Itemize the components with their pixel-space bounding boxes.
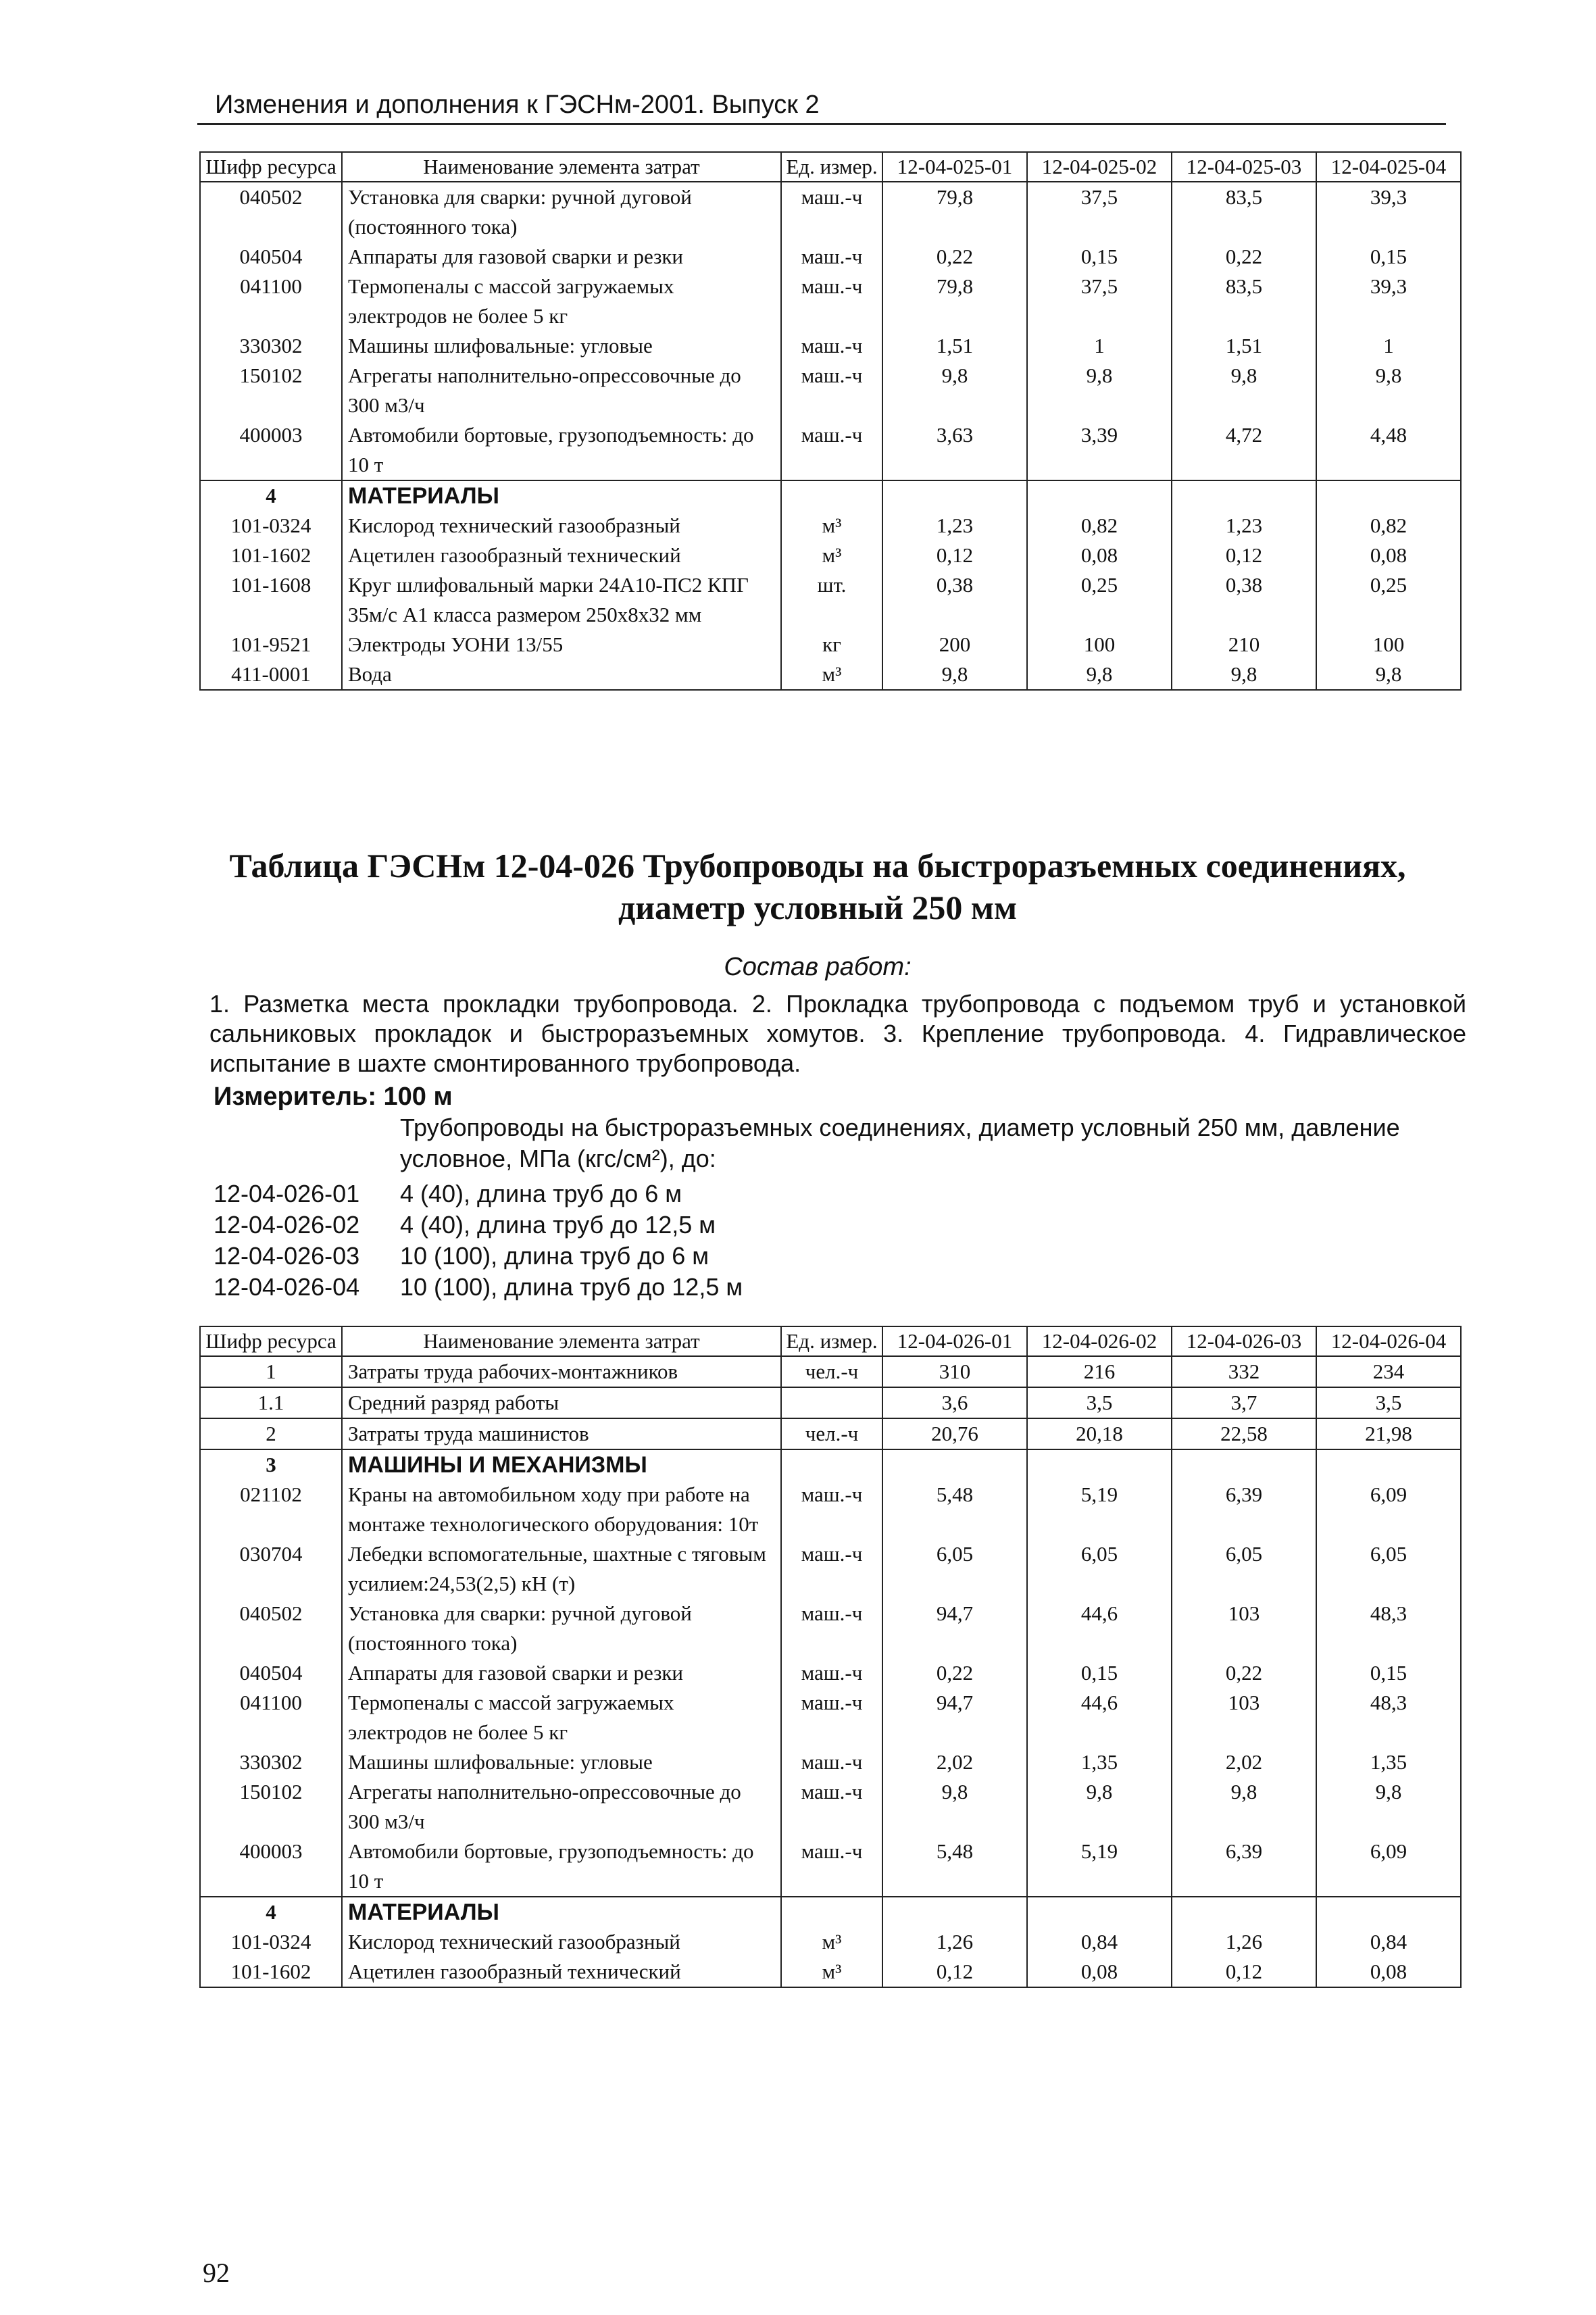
unit-cell (781, 1449, 882, 1480)
value-cell: 1 (1316, 331, 1461, 361)
variant-code: 12-04-026-01 (214, 1180, 360, 1208)
variant-row (214, 1241, 743, 1272)
value-cell: 5,48 (882, 1480, 1027, 1539)
value-cell: 48,3 (1316, 1599, 1461, 1658)
value-cell: 100 (1316, 630, 1461, 659)
table-row (200, 361, 1461, 420)
unit-cell: маш.-ч (781, 420, 882, 480)
value-cell: 6,05 (1027, 1539, 1172, 1599)
table-row (200, 570, 1461, 630)
section-row (200, 1897, 1461, 1927)
unit-cell (781, 1387, 882, 1418)
value-cell: 6,09 (1316, 1837, 1461, 1897)
resource-code: 330302 (200, 1747, 342, 1777)
table-row (200, 659, 1461, 690)
header-name: Наименование элемента затрат (342, 152, 781, 182)
value-cell: 3,5 (1316, 1387, 1461, 1418)
value-cell: 0,08 (1027, 1957, 1172, 1987)
resource-code: 041100 (200, 1688, 342, 1747)
value-cell: 9,8 (882, 1777, 1027, 1837)
value-cell: 94,7 (882, 1688, 1027, 1747)
unit-cell: маш.-ч (781, 1747, 882, 1777)
value-cell: 1,26 (1172, 1927, 1316, 1957)
unit-cell: маш.-ч (781, 1688, 882, 1747)
value-cell: 100 (1027, 630, 1172, 659)
value-cell: 200 (882, 630, 1027, 659)
value-cell (882, 480, 1027, 511)
value-cell: 0,15 (1027, 1658, 1172, 1688)
value-cell: 9,8 (1172, 1777, 1316, 1837)
value-cell (1027, 1449, 1172, 1480)
unit-cell: маш.-ч (781, 242, 882, 272)
value-cell: 0,15 (1316, 1658, 1461, 1688)
value-cell: 20,18 (1027, 1418, 1172, 1449)
value-cell: 6,39 (1172, 1480, 1316, 1539)
value-cell: 9,8 (1027, 659, 1172, 690)
value-cell: 0,84 (1027, 1927, 1172, 1957)
unit-cell: маш.-ч (781, 1658, 882, 1688)
header-col-1: 12-04-026-01 (882, 1326, 1027, 1356)
section-row (200, 480, 1461, 511)
value-cell: 0,22 (882, 1658, 1027, 1688)
table-row (200, 1356, 1461, 1387)
value-cell: 332 (1172, 1356, 1316, 1387)
value-cell: 6,05 (1316, 1539, 1461, 1599)
value-cell: 1 (1027, 331, 1172, 361)
header-code: Шифр ресурса (200, 1326, 342, 1356)
value-cell: 0,12 (1172, 541, 1316, 570)
table-row (200, 420, 1461, 480)
value-cell: 20,76 (882, 1418, 1027, 1449)
value-cell: 3,7 (1172, 1387, 1316, 1418)
cost-element-name: Аппараты для газовой сварки и резки (342, 242, 781, 272)
table-row (200, 331, 1461, 361)
value-cell (1172, 480, 1316, 511)
cost-element-name: МАТЕРИАЛЫ (342, 1897, 781, 1927)
variants-list (214, 1178, 743, 1303)
variant-row (214, 1210, 743, 1241)
value-cell (882, 1449, 1027, 1480)
value-cell: 216 (1027, 1356, 1172, 1387)
value-cell: 3,39 (1027, 420, 1172, 480)
resource-code: 400003 (200, 1837, 342, 1897)
value-cell: 0,08 (1316, 541, 1461, 570)
value-cell: 103 (1172, 1688, 1316, 1747)
resource-code: 101-1608 (200, 570, 342, 630)
cost-element-name: Затраты труда машинистов (342, 1418, 781, 1449)
value-cell: 0,12 (882, 541, 1027, 570)
table-row (200, 1387, 1461, 1418)
unit-cell: кг (781, 630, 882, 659)
header-unit: Ед. измер. (781, 152, 882, 182)
unit-cell: маш.-ч (781, 1777, 882, 1837)
value-cell (1316, 480, 1461, 511)
value-cell: 9,8 (882, 361, 1027, 420)
cost-element-name: Установка для сварки: ручной дуговой (постоянного тока) (342, 1599, 781, 1658)
value-cell: 9,8 (882, 659, 1027, 690)
resource-code: 101-9521 (200, 630, 342, 659)
value-cell: 37,5 (1027, 272, 1172, 331)
unit-cell (781, 480, 882, 511)
value-cell: 3,5 (1027, 1387, 1172, 1418)
value-cell (1172, 1449, 1316, 1480)
header-rule (197, 123, 1446, 125)
value-cell (1027, 1897, 1172, 1927)
running-header: Изменения и дополнения к ГЭСНм-2001. Выпуск 2 (215, 91, 820, 119)
value-cell: 310 (882, 1356, 1027, 1387)
value-cell: 9,8 (1172, 361, 1316, 420)
value-cell (1316, 1897, 1461, 1927)
value-cell: 0,82 (1027, 511, 1172, 541)
table-row (200, 1927, 1461, 1957)
value-cell: 1,51 (1172, 331, 1316, 361)
unit-cell: маш.-ч (781, 361, 882, 420)
table-row (200, 242, 1461, 272)
resource-code: 101-0324 (200, 1927, 342, 1957)
cost-element-name: Средний разряд работы (342, 1387, 781, 1418)
variant-row (214, 1272, 743, 1303)
cost-element-name: Ацетилен газообразный технический (342, 1957, 781, 1987)
resource-code: 040502 (200, 182, 342, 242)
value-cell: 5,19 (1027, 1837, 1172, 1897)
resource-code: 4 (200, 1897, 342, 1927)
unit-cell: маш.-ч (781, 182, 882, 242)
resource-table-025 (199, 151, 1462, 691)
cost-element-name: Краны на автомобильном ходу при работе на монтаже технологического оборудования: 10т (342, 1480, 781, 1539)
table-body (200, 1356, 1461, 1987)
header-col-2: 12-04-026-02 (1027, 1326, 1172, 1356)
value-cell: 0,84 (1316, 1927, 1461, 1957)
table-header-row (200, 1326, 1461, 1356)
header-col-4: 12-04-026-04 (1316, 1326, 1461, 1356)
resource-code: 150102 (200, 361, 342, 420)
variant-text: 4 (40), длина труб до 12,5 м (400, 1211, 716, 1239)
resource-code: 2 (200, 1418, 342, 1449)
cost-element-name: Установка для сварки: ручной дуговой (постоянного тока) (342, 182, 781, 242)
unit-cell: м³ (781, 1927, 882, 1957)
header-col-1: 12-04-025-01 (882, 152, 1027, 182)
table-row (200, 1837, 1461, 1897)
value-cell: 5,48 (882, 1837, 1027, 1897)
header-col-3: 12-04-025-03 (1172, 152, 1316, 182)
value-cell: 6,05 (882, 1539, 1027, 1599)
unit-cell: маш.-ч (781, 272, 882, 331)
value-cell: 0,25 (1316, 570, 1461, 630)
cost-element-name: Машины шлифовальные: угловые (342, 331, 781, 361)
cost-element-name: Агрегаты наполнительно-опрессовочные до 300 м3/ч (342, 1777, 781, 1837)
unit-cell: чел.-ч (781, 1418, 882, 1449)
table-body (200, 182, 1461, 690)
value-cell (1172, 1897, 1316, 1927)
variant-row (214, 1178, 743, 1210)
resource-code: 1.1 (200, 1387, 342, 1418)
value-cell: 83,5 (1172, 272, 1316, 331)
value-cell: 1,23 (1172, 511, 1316, 541)
value-cell: 0,15 (1316, 242, 1461, 272)
resource-code: 330302 (200, 331, 342, 361)
cost-element-name: Термопеналы с массой загружаемых электродов не более 5 кг (342, 272, 781, 331)
header-name: Наименование элемента затрат (342, 1326, 781, 1356)
value-cell: 79,8 (882, 272, 1027, 331)
value-cell: 44,6 (1027, 1688, 1172, 1747)
resource-table-026 (199, 1326, 1462, 1988)
value-cell: 37,5 (1027, 182, 1172, 242)
value-cell: 6,09 (1316, 1480, 1461, 1539)
resource-code: 040504 (200, 1658, 342, 1688)
resource-code: 411-0001 (200, 659, 342, 690)
value-cell: 3,63 (882, 420, 1027, 480)
unit-cell: шт. (781, 570, 882, 630)
cost-element-name: Ацетилен газообразный технический (342, 541, 781, 570)
cost-element-name: МАШИНЫ И МЕХАНИЗМЫ (342, 1449, 781, 1480)
cost-element-name: Автомобили бортовые, грузоподъемность: до 10 т (342, 1837, 781, 1897)
value-cell: 0,38 (882, 570, 1027, 630)
table-row (200, 541, 1461, 570)
value-cell: 0,82 (1316, 511, 1461, 541)
value-cell: 94,7 (882, 1599, 1027, 1658)
table-row (200, 1539, 1461, 1599)
value-cell: 1,35 (1027, 1747, 1172, 1777)
value-cell: 1,23 (882, 511, 1027, 541)
table-row (200, 511, 1461, 541)
table-row (200, 1418, 1461, 1449)
value-cell: 6,05 (1172, 1539, 1316, 1599)
resource-code: 400003 (200, 420, 342, 480)
value-cell: 39,3 (1316, 272, 1461, 331)
value-cell: 5,19 (1027, 1480, 1172, 1539)
value-cell: 1,35 (1316, 1747, 1461, 1777)
resource-code: 4 (200, 480, 342, 511)
unit-cell: м³ (781, 541, 882, 570)
table-row (200, 630, 1461, 659)
cost-element-name: МАТЕРИАЛЫ (342, 480, 781, 511)
value-cell: 1,26 (882, 1927, 1027, 1957)
value-cell: 79,8 (882, 182, 1027, 242)
unit-cell: маш.-ч (781, 1837, 882, 1897)
value-cell: 22,58 (1172, 1418, 1316, 1449)
resource-code: 101-1602 (200, 1957, 342, 1987)
header-code: Шифр ресурса (200, 152, 342, 182)
resource-code: 3 (200, 1449, 342, 1480)
value-cell: 0,08 (1027, 541, 1172, 570)
table-row (200, 1777, 1461, 1837)
table-title: Таблица ГЭСНм 12-04-026 Трубопроводы на быстроразъемных соединениях, диаметр условный 250 мм (229, 847, 1406, 926)
unit-cell: м³ (781, 659, 882, 690)
value-cell: 103 (1172, 1599, 1316, 1658)
value-cell (1027, 480, 1172, 511)
section-row (200, 1449, 1461, 1480)
resource-code: 040502 (200, 1599, 342, 1658)
value-cell: 0,22 (882, 242, 1027, 272)
cost-element-name: Агрегаты наполнительно-опрессовочные до 300 м3/ч (342, 361, 781, 420)
composition-text: 1. Разметка места прокладки трубопровода. 2. Прокладка трубопровода с подъемом труб и установкой сальниковых прокладок и быстроразъемных хомутов. 3. Крепление трубопровода. 4. Гидравлическое испытание в шахте смонтированного трубопровода. (209, 990, 1466, 1077)
value-cell: 9,8 (1316, 1777, 1461, 1837)
table-row (200, 182, 1461, 242)
cost-element-name: Аппараты для газовой сварки и резки (342, 1658, 781, 1688)
cost-element-name: Вода (342, 659, 781, 690)
table-row (200, 1599, 1461, 1658)
value-cell: 0,12 (1172, 1957, 1316, 1987)
value-cell: 6,39 (1172, 1837, 1316, 1897)
value-cell: 0,15 (1027, 242, 1172, 272)
value-cell: 1,51 (882, 331, 1027, 361)
table-row (200, 1957, 1461, 1987)
table-row (200, 1658, 1461, 1688)
table-row (200, 1480, 1461, 1539)
page-number: 92 (203, 2258, 230, 2288)
unit-cell: маш.-ч (781, 1539, 882, 1599)
table-row (200, 1747, 1461, 1777)
cost-element-name: Лебедки вспомогательные, шахтные с тяговым усилием:24,53(2,5) кН (т) (342, 1539, 781, 1599)
resource-code: 101-1602 (200, 541, 342, 570)
header-col-4: 12-04-025-04 (1316, 152, 1461, 182)
value-cell: 39,3 (1316, 182, 1461, 242)
unit-cell: маш.-ч (781, 331, 882, 361)
header-unit: Ед. измер. (781, 1326, 882, 1356)
value-cell: 0,12 (882, 1957, 1027, 1987)
value-cell: 9,8 (1316, 361, 1461, 420)
value-cell: 44,6 (1027, 1599, 1172, 1658)
unit-cell: маш.-ч (781, 1480, 882, 1539)
value-cell: 0,22 (1172, 242, 1316, 272)
header-col-2: 12-04-025-02 (1027, 152, 1172, 182)
value-cell: 4,72 (1172, 420, 1316, 480)
value-cell: 2,02 (882, 1747, 1027, 1777)
value-cell: 0,25 (1027, 570, 1172, 630)
resource-code: 101-0324 (200, 511, 342, 541)
value-cell (1316, 1449, 1461, 1480)
value-cell: 0,22 (1172, 1658, 1316, 1688)
value-cell: 3,6 (882, 1387, 1027, 1418)
table-row (200, 1688, 1461, 1747)
value-cell: 9,8 (1027, 361, 1172, 420)
value-cell: 9,8 (1172, 659, 1316, 690)
table-header-row (200, 152, 1461, 182)
cost-element-name: Круг шлифовальный марки 24А10-ПС2 КПГ 35м/с А1 класса размером 250х8х32 мм (342, 570, 781, 630)
variant-text: 4 (40), длина труб до 6 м (400, 1180, 682, 1208)
table-row (200, 272, 1461, 331)
meter-label: Измеритель: 100 м (214, 1082, 453, 1111)
resource-code: 030704 (200, 1539, 342, 1599)
unit-cell: м³ (781, 511, 882, 541)
composition-label: Состав работ: (724, 953, 912, 981)
variant-text: 10 (100), длина труб до 6 м (400, 1242, 709, 1270)
variant-code: 12-04-026-02 (214, 1211, 360, 1239)
unit-cell: маш.-ч (781, 1599, 882, 1658)
variant-code: 12-04-026-03 (214, 1242, 360, 1270)
cost-element-name: Электроды УОНИ 13/55 (342, 630, 781, 659)
resource-code: 041100 (200, 272, 342, 331)
unit-cell (781, 1897, 882, 1927)
value-cell: 234 (1316, 1356, 1461, 1387)
cost-element-name: Затраты труда рабочих-монтажников (342, 1356, 781, 1387)
header-col-3: 12-04-026-03 (1172, 1326, 1316, 1356)
cost-element-name: Кислород технический газообразный (342, 1927, 781, 1957)
value-cell: 4,48 (1316, 420, 1461, 480)
cost-element-name: Машины шлифовальные: угловые (342, 1747, 781, 1777)
variants-intro: Трубопроводы на быстроразъемных соединениях, диаметр условный 250 мм, давление условное, МПа (кгс/см²), до: (400, 1114, 1400, 1172)
value-cell: 2,02 (1172, 1747, 1316, 1777)
cost-element-name: Автомобили бортовые, грузоподъемность: до 10 т (342, 420, 781, 480)
unit-cell: м³ (781, 1957, 882, 1987)
value-cell: 0,08 (1316, 1957, 1461, 1987)
value-cell: 48,3 (1316, 1688, 1461, 1747)
unit-cell: чел.-ч (781, 1356, 882, 1387)
value-cell: 21,98 (1316, 1418, 1461, 1449)
resource-code: 1 (200, 1356, 342, 1387)
resource-code: 040504 (200, 242, 342, 272)
variant-code: 12-04-026-04 (214, 1273, 360, 1301)
resource-code: 150102 (200, 1777, 342, 1837)
cost-element-name: Кислород технический газообразный (342, 511, 781, 541)
value-cell (882, 1897, 1027, 1927)
value-cell: 9,8 (1316, 659, 1461, 690)
value-cell: 210 (1172, 630, 1316, 659)
cost-element-name: Термопеналы с массой загружаемых электродов не более 5 кг (342, 1688, 781, 1747)
value-cell: 0,38 (1172, 570, 1316, 630)
value-cell: 83,5 (1172, 182, 1316, 242)
resource-code: 021102 (200, 1480, 342, 1539)
value-cell: 9,8 (1027, 1777, 1172, 1837)
variant-text: 10 (100), длина труб до 12,5 м (400, 1273, 743, 1301)
